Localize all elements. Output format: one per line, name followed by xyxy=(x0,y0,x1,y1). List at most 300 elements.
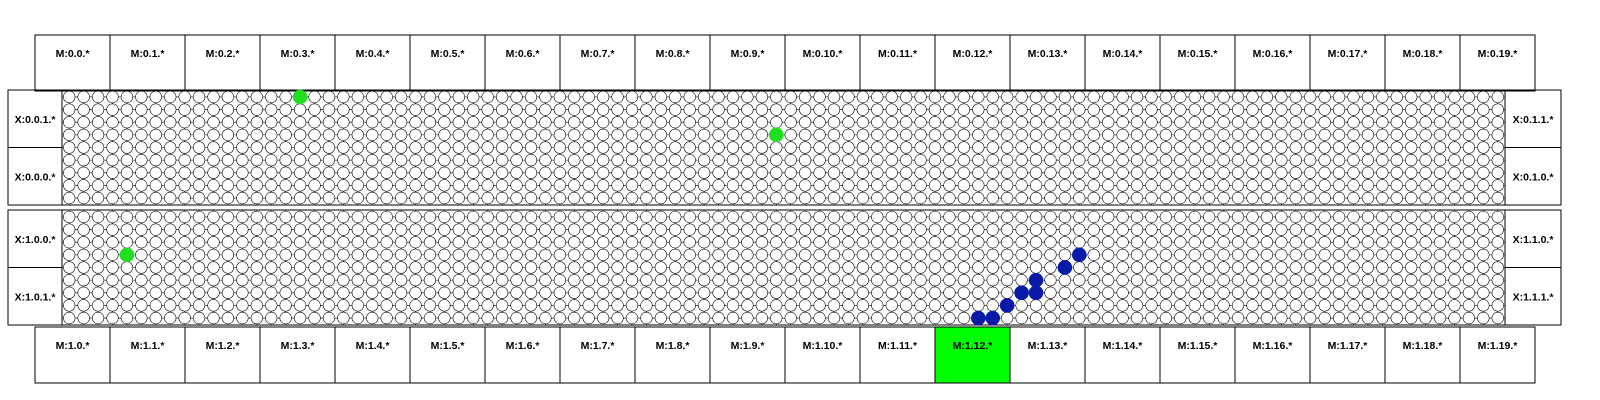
grid-node xyxy=(482,129,494,141)
grid-node xyxy=(1146,224,1158,236)
grid-node xyxy=(626,154,638,166)
grid-node xyxy=(785,154,797,166)
grid-node xyxy=(1420,224,1432,236)
grid-node xyxy=(871,142,883,154)
top-module-label: M:0.3.* xyxy=(280,48,315,60)
grid-node xyxy=(237,129,249,141)
grid-node xyxy=(1189,249,1201,261)
grid-node xyxy=(698,312,710,324)
grid-node xyxy=(193,274,205,286)
grid-node xyxy=(814,300,826,312)
bottom-module-cell xyxy=(110,327,185,383)
grid-node xyxy=(179,249,191,261)
grid-node xyxy=(1203,154,1215,166)
grid-node xyxy=(511,104,523,116)
grid-node xyxy=(1001,312,1013,324)
grid-node xyxy=(366,91,378,103)
bottom-module-cell xyxy=(560,327,635,383)
grid-node xyxy=(540,192,552,204)
grid-node xyxy=(1261,287,1273,299)
grid-node xyxy=(78,300,90,312)
grid-node xyxy=(742,262,754,274)
grid-node xyxy=(121,287,133,299)
grid-node xyxy=(972,167,984,179)
grid-node xyxy=(439,287,451,299)
grid-node xyxy=(1045,104,1057,116)
grid-node xyxy=(828,167,840,179)
grid-node xyxy=(828,249,840,261)
grid-node xyxy=(1304,262,1316,274)
grid-node xyxy=(381,129,393,141)
grid-node xyxy=(164,211,176,223)
grid-node xyxy=(265,249,277,261)
grid-node xyxy=(843,91,855,103)
grid-node xyxy=(107,211,119,223)
marker-blue xyxy=(1014,285,1029,300)
grid-node xyxy=(1247,274,1259,286)
grid-node xyxy=(280,287,292,299)
grid-node xyxy=(496,154,508,166)
grid-node xyxy=(309,142,321,154)
grid-node xyxy=(1463,274,1475,286)
grid-node xyxy=(958,274,970,286)
grid-node xyxy=(1348,104,1360,116)
grid-node xyxy=(1348,224,1360,236)
grid-node xyxy=(684,167,696,179)
grid-node xyxy=(972,104,984,116)
grid-node xyxy=(482,300,494,312)
grid-node xyxy=(410,142,422,154)
grid-node xyxy=(756,129,768,141)
grid-node xyxy=(179,211,191,223)
grid-node xyxy=(1247,192,1259,204)
grid-node xyxy=(799,142,811,154)
grid-node xyxy=(251,236,263,248)
grid-node xyxy=(164,154,176,166)
grid-node xyxy=(1348,312,1360,324)
grid-node xyxy=(1218,116,1230,128)
grid-node xyxy=(684,274,696,286)
grid-node xyxy=(1304,192,1316,204)
grid-node xyxy=(467,211,479,223)
grid-node xyxy=(669,249,681,261)
grid-node xyxy=(280,300,292,312)
grid-node xyxy=(655,274,667,286)
grid-node xyxy=(1276,104,1288,116)
grid-node xyxy=(1492,224,1504,236)
grid-node xyxy=(1160,274,1172,286)
grid-node xyxy=(583,154,595,166)
grid-node xyxy=(121,312,133,324)
grid-node xyxy=(1030,262,1042,274)
grid-node xyxy=(1218,236,1230,248)
grid-node xyxy=(684,129,696,141)
grid-node xyxy=(1059,224,1071,236)
grid-node xyxy=(482,274,494,286)
grid-node xyxy=(222,192,234,204)
grid-node xyxy=(1362,224,1374,236)
grid-node xyxy=(1131,154,1143,166)
grid-node xyxy=(915,312,927,324)
grid-node xyxy=(583,300,595,312)
grid-node xyxy=(641,262,653,274)
grid-node xyxy=(1420,154,1432,166)
grid-node xyxy=(107,262,119,274)
grid-node xyxy=(727,274,739,286)
grid-node xyxy=(1189,180,1201,192)
grid-node xyxy=(1102,180,1114,192)
grid-node xyxy=(1434,116,1446,128)
grid-node xyxy=(1276,211,1288,223)
grid-node xyxy=(179,104,191,116)
grid-node xyxy=(597,262,609,274)
grid-node xyxy=(843,104,855,116)
grid-node xyxy=(1319,274,1331,286)
grid-node xyxy=(265,180,277,192)
grid-node xyxy=(78,274,90,286)
grid-node xyxy=(583,211,595,223)
grid-node xyxy=(1276,274,1288,286)
grid-node xyxy=(814,154,826,166)
grid-node xyxy=(410,91,422,103)
grid-node xyxy=(179,236,191,248)
grid-node xyxy=(1434,91,1446,103)
grid-node xyxy=(1463,142,1475,154)
grid-node xyxy=(1377,287,1389,299)
grid-node xyxy=(1247,236,1259,248)
grid-node xyxy=(525,91,537,103)
grid-node xyxy=(1434,129,1446,141)
grid-node xyxy=(294,180,306,192)
grid-node xyxy=(150,116,162,128)
grid-node xyxy=(1304,154,1316,166)
grid-node xyxy=(366,236,378,248)
grid-node xyxy=(987,180,999,192)
grid-node xyxy=(251,129,263,141)
grid-node xyxy=(1319,142,1331,154)
grid-node xyxy=(915,154,927,166)
grid-node xyxy=(641,129,653,141)
grid-node xyxy=(785,104,797,116)
grid-node xyxy=(1420,300,1432,312)
bottom-module-cell xyxy=(710,327,785,383)
grid-node xyxy=(1362,211,1374,223)
grid-node xyxy=(265,129,277,141)
grid-node xyxy=(381,116,393,128)
grid-node xyxy=(727,154,739,166)
bottom-module-cell xyxy=(635,327,710,383)
grid-node xyxy=(799,192,811,204)
top-module-row xyxy=(35,35,1535,91)
grid-node xyxy=(352,180,364,192)
grid-node xyxy=(309,180,321,192)
grid-node xyxy=(612,129,624,141)
grid-node xyxy=(208,91,220,103)
grid-node xyxy=(554,262,566,274)
grid-node xyxy=(641,312,653,324)
grid-node xyxy=(410,236,422,248)
grid-node xyxy=(886,312,898,324)
grid-node xyxy=(453,300,465,312)
bottom-module-label: M:1.1.* xyxy=(130,340,165,352)
grid-node xyxy=(395,142,407,154)
grid-node xyxy=(309,312,321,324)
grid-node xyxy=(944,211,956,223)
grid-node xyxy=(972,91,984,103)
grid-node xyxy=(222,300,234,312)
grid-node xyxy=(381,274,393,286)
grid-node xyxy=(208,116,220,128)
bottom-module-cell xyxy=(410,327,485,383)
top-module-label: M:0.0.* xyxy=(55,48,90,60)
grid-node xyxy=(1117,142,1129,154)
grid-node xyxy=(871,236,883,248)
grid-node xyxy=(164,249,176,261)
grid-node xyxy=(1377,116,1389,128)
grid-node xyxy=(496,300,508,312)
grid-node xyxy=(1088,129,1100,141)
grid-node xyxy=(843,287,855,299)
grid-node xyxy=(1045,192,1057,204)
grid-node xyxy=(1377,262,1389,274)
grid-node xyxy=(439,224,451,236)
grid-node xyxy=(136,104,148,116)
top-module-label: M:0.4.* xyxy=(355,48,390,60)
grid-node xyxy=(1434,312,1446,324)
grid-node xyxy=(742,236,754,248)
grid-node xyxy=(63,192,75,204)
grid-node xyxy=(1333,262,1345,274)
grid-node xyxy=(222,167,234,179)
grid-node xyxy=(222,154,234,166)
grid-node xyxy=(1001,142,1013,154)
grid-node xyxy=(1131,142,1143,154)
grid-node xyxy=(1030,211,1042,223)
grid-node xyxy=(1030,224,1042,236)
grid-node xyxy=(1232,249,1244,261)
grid-node xyxy=(857,262,869,274)
grid-node xyxy=(785,192,797,204)
grid-node xyxy=(1304,167,1316,179)
grid-node xyxy=(1391,211,1403,223)
grid-node xyxy=(1362,312,1374,324)
grid-node xyxy=(1290,91,1302,103)
grid-node xyxy=(886,287,898,299)
grid-node xyxy=(886,249,898,261)
grid-node xyxy=(1160,249,1172,261)
grid-node xyxy=(1160,116,1172,128)
top-module-cell xyxy=(410,35,485,91)
grid-node xyxy=(1391,91,1403,103)
grid-node xyxy=(222,104,234,116)
grid-node xyxy=(1261,224,1273,236)
grid-node xyxy=(655,262,667,274)
bottom-module-cell xyxy=(1385,327,1460,383)
grid-node xyxy=(424,236,436,248)
grid-node xyxy=(381,192,393,204)
grid-node xyxy=(511,236,523,248)
grid-node xyxy=(309,274,321,286)
grid-node xyxy=(1059,91,1071,103)
grid-node xyxy=(713,104,725,116)
grid-node xyxy=(944,192,956,204)
grid-node xyxy=(799,167,811,179)
grid-node xyxy=(1088,192,1100,204)
grid-node xyxy=(857,154,869,166)
grid-node xyxy=(972,274,984,286)
grid-node xyxy=(1160,91,1172,103)
grid-node xyxy=(1189,262,1201,274)
grid-node xyxy=(467,129,479,141)
grid-node xyxy=(727,249,739,261)
grid-node xyxy=(1420,312,1432,324)
grid-node xyxy=(742,274,754,286)
grid-node xyxy=(1319,167,1331,179)
grid-node xyxy=(265,116,277,128)
grid-node xyxy=(641,287,653,299)
grid-node xyxy=(251,211,263,223)
grid-node xyxy=(1146,274,1158,286)
grid-node xyxy=(1420,180,1432,192)
grid-node xyxy=(655,249,667,261)
grid-node xyxy=(294,192,306,204)
grid-node xyxy=(265,142,277,154)
grid-node xyxy=(540,180,552,192)
grid-node xyxy=(597,91,609,103)
grid-node xyxy=(684,287,696,299)
grid-node xyxy=(395,300,407,312)
grid-node xyxy=(770,91,782,103)
grid-node xyxy=(453,192,465,204)
grid-node xyxy=(338,167,350,179)
grid-node xyxy=(669,104,681,116)
grid-node xyxy=(1492,154,1504,166)
grid-node xyxy=(366,104,378,116)
grid-node xyxy=(597,154,609,166)
grid-node xyxy=(1276,154,1288,166)
grid-node xyxy=(136,300,148,312)
grid-node xyxy=(1146,167,1158,179)
grid-node xyxy=(1463,249,1475,261)
grid-node xyxy=(511,167,523,179)
grid-node xyxy=(1074,300,1086,312)
grid-node xyxy=(1088,312,1100,324)
grid-node xyxy=(136,154,148,166)
grid-node xyxy=(1102,129,1114,141)
bottom-module-cell xyxy=(935,327,1010,383)
grid-node xyxy=(323,274,335,286)
grid-node xyxy=(727,211,739,223)
grid-node xyxy=(1247,312,1259,324)
grid-node xyxy=(871,104,883,116)
grid-node xyxy=(1102,224,1114,236)
grid-node xyxy=(1319,249,1331,261)
grid-node xyxy=(1348,274,1360,286)
grid-node xyxy=(1088,211,1100,223)
grid-node xyxy=(799,287,811,299)
grid-node xyxy=(1059,180,1071,192)
grid-node xyxy=(958,249,970,261)
grid-node xyxy=(742,300,754,312)
grid-node xyxy=(1276,142,1288,154)
grid-node xyxy=(583,104,595,116)
grid-node xyxy=(655,224,667,236)
grid-node xyxy=(698,192,710,204)
grid-node xyxy=(655,116,667,128)
grid-node xyxy=(496,129,508,141)
grid-node xyxy=(136,167,148,179)
grid-node xyxy=(280,116,292,128)
grid-node xyxy=(987,274,999,286)
grid-node xyxy=(843,249,855,261)
grid-node xyxy=(107,236,119,248)
grid-node xyxy=(265,312,277,324)
grid-node xyxy=(1175,142,1187,154)
grid-node xyxy=(265,274,277,286)
grid-node xyxy=(1463,236,1475,248)
grid-node xyxy=(554,274,566,286)
grid-node xyxy=(1102,104,1114,116)
grid-node xyxy=(1434,287,1446,299)
grid-node xyxy=(684,262,696,274)
grid-node xyxy=(63,300,75,312)
bottom-module-label: M:1.19.* xyxy=(1477,340,1518,352)
grid-node xyxy=(1304,312,1316,324)
grid-node xyxy=(641,180,653,192)
marker-green xyxy=(769,128,784,143)
grid-node xyxy=(799,274,811,286)
grid-node xyxy=(583,167,595,179)
grid-node xyxy=(136,224,148,236)
grid-node xyxy=(900,211,912,223)
grid-node xyxy=(713,287,725,299)
grid-node xyxy=(1102,211,1114,223)
grid-node xyxy=(1074,91,1086,103)
top-module-cell xyxy=(335,35,410,91)
grid-node xyxy=(1088,104,1100,116)
grid-node xyxy=(669,142,681,154)
grid-node xyxy=(467,192,479,204)
grid-node xyxy=(63,224,75,236)
grid-node xyxy=(193,300,205,312)
grid-node xyxy=(626,274,638,286)
grid-node xyxy=(713,249,725,261)
grid-node xyxy=(987,224,999,236)
grid-node xyxy=(78,104,90,116)
grid-node xyxy=(1074,236,1086,248)
grid-node xyxy=(540,249,552,261)
grid-node xyxy=(1276,167,1288,179)
grid-node xyxy=(1117,167,1129,179)
grid-node xyxy=(1189,312,1201,324)
grid-node xyxy=(366,287,378,299)
grid-node xyxy=(944,300,956,312)
grid-node xyxy=(857,274,869,286)
grid-node xyxy=(799,154,811,166)
grid-node xyxy=(1160,142,1172,154)
grid-node xyxy=(655,180,667,192)
grid-node xyxy=(265,167,277,179)
top-module-label: M:0.12.* xyxy=(952,48,993,60)
grid-node xyxy=(1045,236,1057,248)
grid-node xyxy=(381,180,393,192)
grid-node xyxy=(294,236,306,248)
grid-node xyxy=(395,104,407,116)
grid-node xyxy=(121,300,133,312)
grid-node xyxy=(742,91,754,103)
grid-node xyxy=(1290,142,1302,154)
grid-node xyxy=(496,91,508,103)
